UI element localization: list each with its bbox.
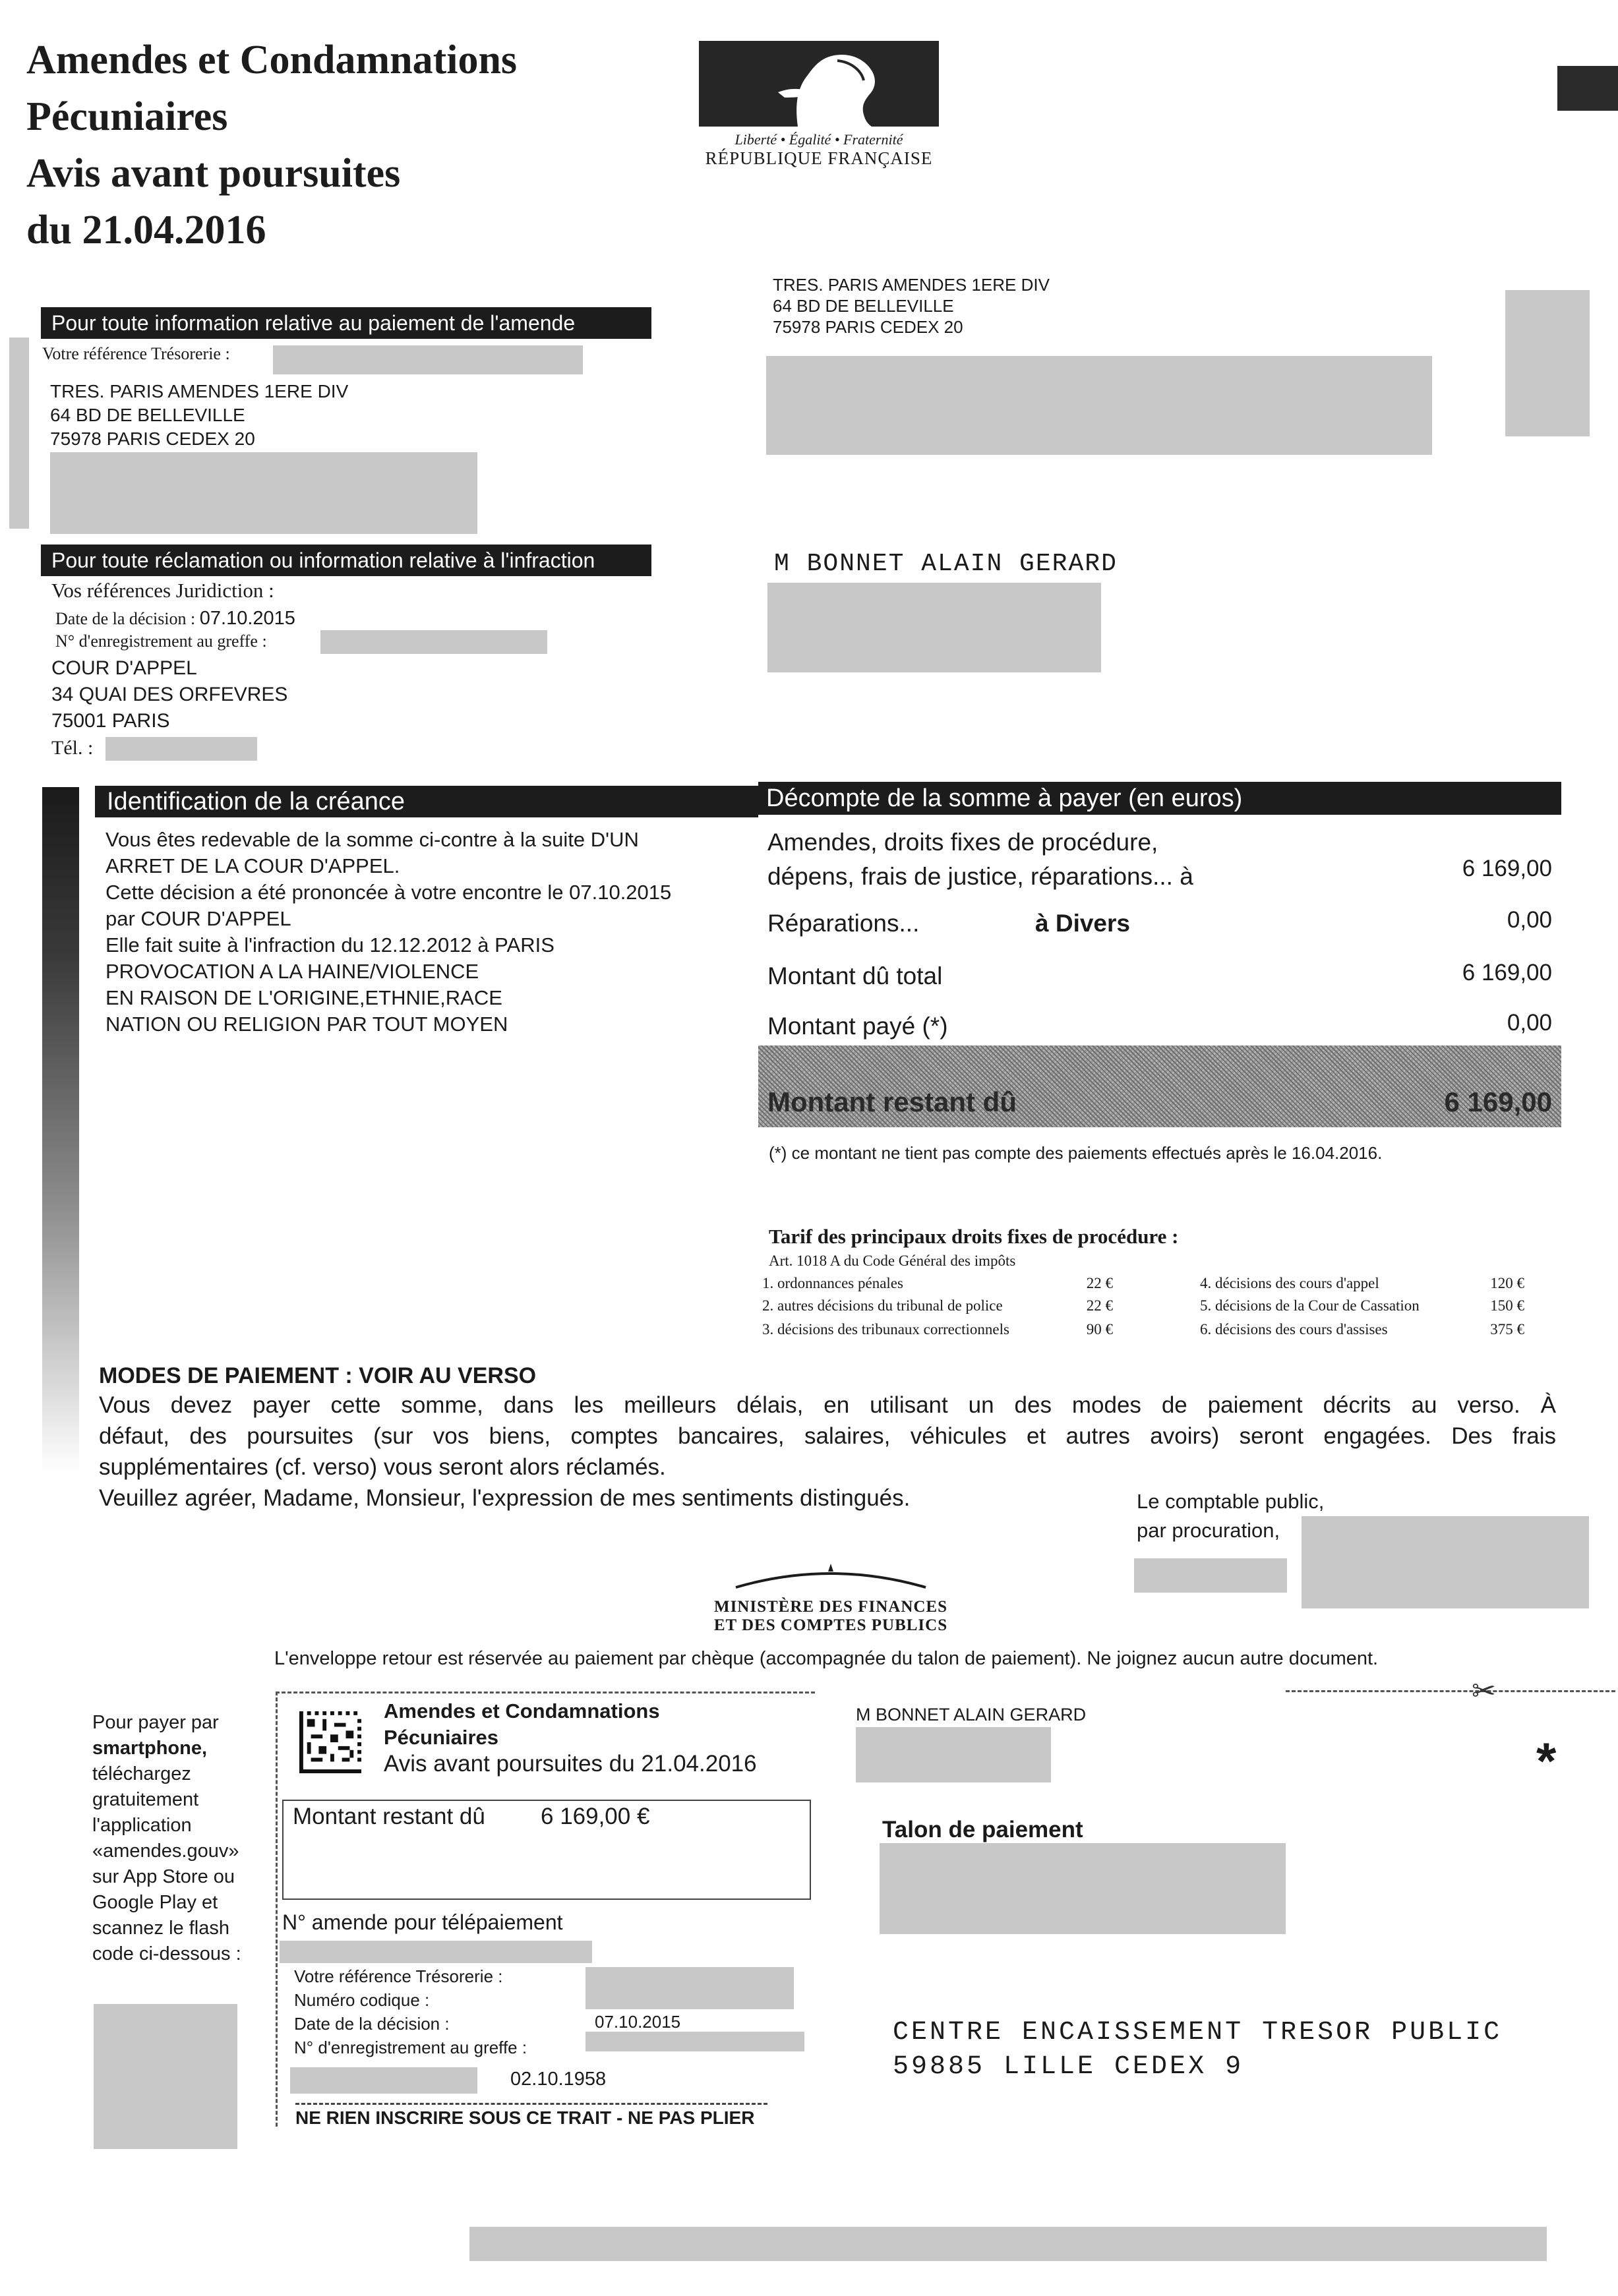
redacted-coupon-recipient xyxy=(856,1727,1051,1782)
smartphone-line: téléchargez xyxy=(92,1763,191,1784)
coupon-subtitle: Avis avant poursuites du 21.04.2016 xyxy=(384,1751,757,1777)
decision-date-value: 07.10.2015 xyxy=(199,608,295,629)
corner-mark xyxy=(1557,66,1618,111)
redacted-registration xyxy=(320,630,547,654)
smartphone-line: Google Play et xyxy=(92,1892,218,1913)
smartphone-line: smartphone, xyxy=(92,1738,208,1759)
document-title xyxy=(26,32,517,258)
redacted-signature-name xyxy=(1134,1558,1287,1593)
decompte-heading: Décompte de la somme à payer (en euros) xyxy=(758,782,1561,815)
coupon-remaining-value: 6 169,00 € xyxy=(541,1804,650,1829)
identification-line: Elle fait suite à l'infraction du 12.12.2012 à PARIS xyxy=(105,933,554,957)
redacted-block xyxy=(1505,290,1590,436)
coupon-recipient-name: M BONNET ALAIN GERARD xyxy=(856,1705,1087,1724)
smartphone-line: «amendes.gouv» xyxy=(92,1840,239,1862)
marianne-icon xyxy=(699,41,939,127)
tarif-item-label: 4. décisions des cours d'appel xyxy=(1200,1275,1379,1291)
court-address-line: 34 QUAI DES ORFEVRES xyxy=(51,684,288,705)
tarif-item-value: 22 € xyxy=(1086,1297,1113,1314)
coupon-birth-date: 02.10.1958 xyxy=(510,2069,607,2090)
republique-francaise-logo xyxy=(699,41,942,169)
sender-address-line: 75978 PARIS CEDEX 20 xyxy=(773,317,963,337)
reparations-value: 0,00 xyxy=(1507,907,1552,933)
identification-line: NATION OU RELIGION PAR TOUT MOYEN xyxy=(105,1013,508,1036)
reparations-label: Réparations... xyxy=(767,910,920,937)
identification-text xyxy=(105,827,671,1038)
decision-date-row xyxy=(55,608,295,630)
payment-address-line: 64 BD DE BELLEVILLE xyxy=(50,405,245,425)
ministere-line: MINISTÈRE DES FINANCES xyxy=(713,1598,948,1616)
tarif-item-value: 90 € xyxy=(1086,1321,1113,1338)
title-line-1: Amendes et Condamnations xyxy=(26,38,518,82)
telephone-label: Tél. : xyxy=(51,737,94,759)
talon-label: Talon de paiement xyxy=(882,1817,1083,1842)
datamatrix-code xyxy=(299,1711,361,1773)
title-line-4: du 21.04.2016 xyxy=(26,208,266,252)
coupon-left-line xyxy=(276,1692,278,2127)
ministere-arc xyxy=(732,1562,930,1589)
payment-address-line: TRES. PARIS AMENDES 1ERE DIV xyxy=(50,381,349,401)
sender-address xyxy=(773,274,1050,338)
coupon-title-line: Amendes et Condamnations xyxy=(384,1699,660,1722)
comptable-line: par procuration, xyxy=(1137,1519,1280,1542)
centre-encaissement-address xyxy=(893,2016,1502,2084)
cut-line-right xyxy=(1286,1690,1615,1692)
payment-info-heading: Pour toute information relative au paiement de l'amende xyxy=(41,307,651,339)
payment-address-line: 75978 PARIS CEDEX 20 xyxy=(50,428,255,449)
coupon-decision-label: Date de la décision : xyxy=(294,2014,450,2034)
coupon-title-line: Pécuniaires xyxy=(384,1726,499,1749)
tarif-item-value: 150 € xyxy=(1490,1297,1524,1314)
closing-formula: Veuillez agréer, Madame, Monsieur, l'expression de mes sentiments distingués. xyxy=(99,1485,911,1511)
amendes-value: 6 169,00 xyxy=(1462,856,1552,881)
treasury-reference-label: Votre référence Trésorerie : xyxy=(42,344,230,363)
identification-line: PROVOCATION A LA HAINE/VIOLENCE xyxy=(105,960,479,983)
coupon-cut-line xyxy=(276,1692,815,1693)
total-due-label: Montant dû total xyxy=(767,962,943,989)
remaining-due-label: Montant restant dû xyxy=(767,1086,1017,1117)
coupon-refs xyxy=(294,1964,527,2059)
coupon-title xyxy=(384,1698,660,1751)
no-write-warning: NE RIEN INSCRIRE SOUS CE TRAIT - NE PAS PLIER xyxy=(295,2103,767,2129)
ministere-name xyxy=(659,1598,1002,1635)
tarif-title: Tarif des principaux droits fixes de procédure : xyxy=(769,1225,1179,1248)
jurisdiction-refs-label: Vos références Juridiction : xyxy=(51,579,274,602)
side-gradient-bar xyxy=(42,787,79,1473)
smartphone-line: code ci-dessous : xyxy=(92,1943,241,1964)
recipient-name: M BONNET ALAIN GERARD xyxy=(774,550,1118,578)
amendes-label xyxy=(767,825,1193,894)
redacted-coupon-refs xyxy=(585,1967,794,2009)
centre-line: 59885 LILLE CEDEX 9 xyxy=(893,2052,1244,2082)
reparations-target: à Divers xyxy=(1035,910,1130,937)
scissors-icon: ✂ xyxy=(1472,1675,1496,1707)
side-scan-mark xyxy=(9,338,29,529)
payment-modes-line: défaut, des poursuites (sur vos biens, comptes bancaires, salaires, véhicules et autres avoirs) seront engagées. Des frais xyxy=(99,1423,1556,1449)
court-address-line: 75001 PARIS xyxy=(51,710,170,732)
sender-address-line: 64 BD DE BELLEVILLE xyxy=(773,296,954,316)
redacted-bottom-line xyxy=(469,2227,1547,2261)
ministere-arc-icon xyxy=(732,1562,930,1589)
redacted-telephone xyxy=(105,737,257,761)
paid-label: Montant payé (*) xyxy=(767,1013,948,1040)
identification-line: EN RAISON DE L'ORIGINE,ETHNIE,RACE xyxy=(105,986,502,1009)
total-due-value: 6 169,00 xyxy=(1462,960,1552,986)
centre-line: CENTRE ENCAISSEMENT TRESOR PUBLIC xyxy=(893,2018,1503,2047)
redacted-reference xyxy=(273,345,583,374)
identification-line: par COUR D'APPEL xyxy=(105,907,291,930)
identification-heading: Identification de la créance xyxy=(95,786,758,817)
coupon-greffe-label: N° d'enregistrement au greffe : xyxy=(294,2038,527,2057)
telepaiement-label: N° amende pour télépaiement xyxy=(282,1910,563,1934)
identification-line: ARRET DE LA COUR D'APPEL. xyxy=(105,854,400,877)
payment-modes-line: Vous devez payer cette somme, dans les meilleurs délais, en utilisant un des modes de paiement décrits au verso. À xyxy=(99,1392,1556,1418)
smartphone-line: Pour payer par xyxy=(92,1712,219,1733)
tarif-item-label: 1. ordonnances pénales xyxy=(762,1275,903,1291)
datamatrix-icon xyxy=(299,1711,361,1773)
redacted-block xyxy=(50,452,477,534)
coupon-decision-value: 07.10.2015 xyxy=(595,2012,681,2032)
comptable-signature-label xyxy=(1137,1487,1324,1545)
paid-value: 0,00 xyxy=(1507,1010,1552,1036)
redacted-talon-address xyxy=(880,1843,1286,1934)
decompte-footnote: (*) ce montant ne tient pas compte des paiements effectués après le 16.04.2016. xyxy=(769,1143,1383,1163)
decision-date-label: Date de la décision : xyxy=(55,609,196,628)
registration-label: N° d'enregistrement au greffe : xyxy=(55,632,267,651)
coupon-subtitle-row xyxy=(384,1751,757,1777)
tarif-item-label: 6. décisions des cours d'assises xyxy=(1200,1321,1388,1338)
star-mark: * xyxy=(1536,1732,1557,1790)
smartphone-line: scannez le flash xyxy=(92,1918,229,1939)
redacted-telepaiement-number xyxy=(280,1941,592,1963)
tarif-item-label: 2. autres décisions du tribunal de police xyxy=(762,1297,1003,1314)
amendes-label-line: dépens, frais de justice, réparations... à xyxy=(767,863,1193,890)
redacted-address xyxy=(766,356,1432,455)
identification-line: Vous êtes redevable de la somme ci-contre à la suite D'UN xyxy=(105,828,639,851)
remaining-due-box xyxy=(758,1045,1561,1127)
redacted-coupon-name xyxy=(290,2067,477,2094)
smartphone-line: l'application xyxy=(92,1815,192,1836)
claim-info-heading: Pour toute réclamation ou information relative à l'infraction xyxy=(41,545,651,576)
title-line-3: Avis avant poursuites xyxy=(26,151,401,196)
payment-modes-text xyxy=(99,1390,1556,1514)
payment-address xyxy=(50,380,348,451)
redacted-coupon-greffe xyxy=(585,2032,804,2051)
redacted-flashcode xyxy=(94,2004,237,2149)
tarif-item-value: 120 € xyxy=(1490,1275,1524,1291)
logo-motto: Liberté • Égalité • Fraternité xyxy=(734,131,903,148)
coupon-remaining-label: Montant restant dû xyxy=(293,1804,485,1829)
redacted-recipient-address xyxy=(767,583,1101,672)
coupon-ref-label: Votre référence Trésorerie : xyxy=(294,1966,503,1986)
tarif-subtitle: Art. 1018 A du Code Général des impôts xyxy=(769,1252,1016,1269)
envelope-note: L'enveloppe retour est réservée au paiement par chèque (accompagnée du talon de paiement). Ne joignez aucun autre document. xyxy=(274,1648,1379,1669)
smartphone-line: sur App Store ou xyxy=(92,1866,235,1887)
remaining-due-value: 6 169,00 xyxy=(1444,1086,1552,1117)
smartphone-instructions xyxy=(92,1710,241,1967)
payment-modes-heading: MODES DE PAIEMENT : VOIR AU VERSO xyxy=(99,1363,537,1388)
tarif-item-label: 5. décisions de la Cour de Cassation xyxy=(1200,1297,1420,1314)
title-line-2: Pécuniaires xyxy=(26,94,228,139)
coupon-codique-label: Numéro codique : xyxy=(294,1990,430,2010)
redacted-signature xyxy=(1302,1516,1589,1608)
smartphone-line: gratuitement xyxy=(92,1789,199,1810)
court-address xyxy=(51,655,287,734)
logo-name: RÉPUBLIQUE FRANÇAISE xyxy=(705,148,933,168)
sender-address-line: TRES. PARIS AMENDES 1ERE DIV xyxy=(773,275,1050,295)
court-address-line: COUR D'APPEL xyxy=(51,657,197,679)
coupon-amount-box xyxy=(282,1800,811,1900)
identification-line: Cette décision a été prononcée à votre encontre le 07.10.2015 xyxy=(105,881,672,904)
comptable-line: Le comptable public, xyxy=(1137,1490,1325,1513)
amendes-label-line: Amendes, droits fixes de procédure, xyxy=(767,829,1158,856)
ministere-line: ET DES COMPTES PUBLICS xyxy=(713,1616,948,1634)
tarif-item-value: 22 € xyxy=(1086,1275,1113,1291)
payment-modes-line: supplémentaires (cf. verso) vous seront alors réclamés. xyxy=(99,1454,666,1480)
tarif-item-value: 375 € xyxy=(1490,1321,1524,1338)
tarif-item-label: 3. décisions des tribunaux correctionnels xyxy=(762,1321,1009,1338)
